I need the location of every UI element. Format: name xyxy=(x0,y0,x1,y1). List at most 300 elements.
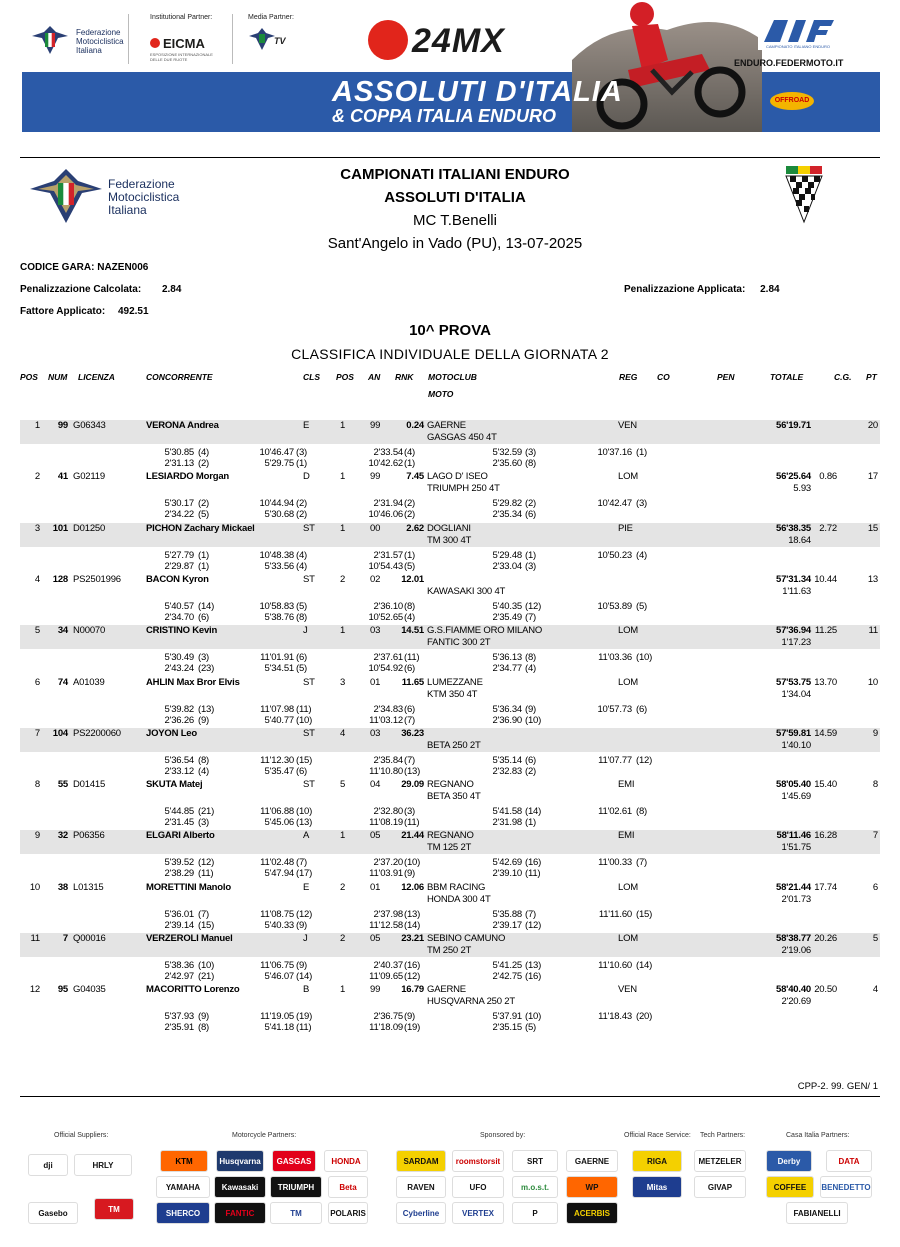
cell-cls: ST xyxy=(303,522,315,534)
cell-motoclub: LAGO D' ISEO xyxy=(427,471,488,483)
cell-pt: 13 xyxy=(867,573,878,585)
cell-cls: J xyxy=(303,625,308,637)
split-time: 10'52.65 xyxy=(368,611,403,623)
sponsor-logo: Beta xyxy=(328,1176,368,1198)
split-time: 2'40.37 xyxy=(373,960,403,971)
cell-reg: LOM xyxy=(618,625,638,637)
sponsor-logo: Husqvarna xyxy=(216,1150,264,1172)
split-rank: (3) xyxy=(525,560,537,572)
cell-moto: TM 125 2T xyxy=(427,842,472,854)
prova-title: 10^ PROVA xyxy=(409,322,491,339)
col-an: AN xyxy=(368,372,381,382)
split-rank: (15) xyxy=(636,908,653,920)
col-licenza: LICENZA xyxy=(78,372,115,382)
sponsor-logo: FABIANELLI xyxy=(786,1202,848,1224)
split-time: 5'35.47 xyxy=(264,765,294,777)
cell-moto: BETA 250 2T xyxy=(427,739,481,751)
split-rank: (7) xyxy=(525,908,537,920)
split-time: 2'43.24 xyxy=(164,663,194,675)
cell-licenza: G04035 xyxy=(73,984,106,996)
cell-rnk: 11.65 xyxy=(401,676,424,688)
cell-cg: 17.74 xyxy=(814,881,837,893)
cell-rnk: 12.06 xyxy=(401,881,424,893)
sponsor-logo: WP xyxy=(566,1176,618,1198)
split-rank: (11) xyxy=(404,652,420,664)
cell-moto: HUSQVARNA 250 2T xyxy=(427,996,515,1008)
cell-cls: ST xyxy=(303,779,315,791)
split-rank: (9) xyxy=(525,703,537,715)
split-time: 10'54.92 xyxy=(368,663,403,675)
split-rank: (5) xyxy=(296,663,308,675)
cell-an: 00 xyxy=(370,522,381,534)
split-rank: (7) xyxy=(198,908,210,920)
split-rank: (4) xyxy=(296,549,308,561)
caption-official-suppliers: Official Suppliers: xyxy=(54,1132,109,1139)
cell-licenza: N00070 xyxy=(73,625,106,637)
split-rank: (19) xyxy=(404,1022,421,1034)
split-time: 5'27.79 xyxy=(164,549,194,561)
fmi-small-line: Federazione xyxy=(76,28,121,37)
split-rank: (8) xyxy=(525,458,537,469)
split-time: 5'40.77 xyxy=(264,714,294,726)
sponsor-logo: KTM xyxy=(160,1150,208,1172)
cell-totale: 58'21.44 xyxy=(776,881,811,893)
cell-concorrente: PICHON Zachary Mickael xyxy=(146,522,255,534)
cell-motoclub: REGNANO xyxy=(427,779,474,791)
cell-reg: EMI xyxy=(618,830,635,842)
split-rank: (4) xyxy=(525,663,537,675)
split-time: 11'07.98 xyxy=(260,703,294,715)
split-time: 2'35.84 xyxy=(373,754,403,766)
split-time: 2'29.87 xyxy=(164,560,194,572)
pen-calc-label: Penalizzazione Calcolata: xyxy=(20,284,142,295)
cell-pos: 6 xyxy=(34,676,40,688)
split-rank: (2) xyxy=(525,765,537,777)
split-time: 11'03.91 xyxy=(369,868,403,880)
split-time: 5'34.51 xyxy=(264,663,294,675)
cell-an: 99 xyxy=(370,420,381,431)
split-rank: (2) xyxy=(198,458,210,469)
split-rank: (14) xyxy=(525,806,542,818)
cell-totale: 57'53.75 xyxy=(776,676,811,688)
cell-num: 32 xyxy=(57,830,68,842)
split-rank: (1) xyxy=(636,447,648,458)
cell-moto: FANTIC 300 2T xyxy=(427,637,491,649)
cell-licenza: A01039 xyxy=(73,676,105,688)
split-rank: (21) xyxy=(198,971,215,982)
split-rank: (1) xyxy=(296,458,308,469)
cell-distacco: 18.64 xyxy=(788,534,811,546)
split-time: 2'37.20 xyxy=(373,857,403,869)
cell-pos: 9 xyxy=(34,830,40,842)
cell-motoclub: BBM RACING xyxy=(427,881,486,893)
split-time: 2'35.91 xyxy=(164,1022,194,1034)
split-time: 11'12.58 xyxy=(369,919,403,931)
sponsor-logo: POLARIS xyxy=(328,1202,368,1224)
sponsor-logo: dji xyxy=(28,1154,68,1176)
split-time: 2'31.57 xyxy=(373,549,403,561)
split-time: 5'36.13 xyxy=(492,652,522,664)
cell-motoclub: GAERNE xyxy=(427,984,466,996)
split-rank: (8) xyxy=(404,600,416,612)
divider xyxy=(232,14,233,64)
split-time: 5'35.14 xyxy=(492,754,522,766)
split-rank: (3) xyxy=(404,806,416,818)
split-time: 5'39.82 xyxy=(164,703,194,715)
split-time: 2'39.17 xyxy=(492,919,522,931)
split-time: 5'47.94 xyxy=(264,868,294,880)
sponsor-logo: SHERCO xyxy=(156,1202,210,1224)
cell-num: 41 xyxy=(57,471,68,483)
cell-cls: J xyxy=(303,933,308,944)
split-time: 5'41.25 xyxy=(492,960,522,971)
split-rank: (11) xyxy=(296,703,312,715)
cell-concorrente: ELGARI Alberto xyxy=(146,830,215,842)
cell-pt: 15 xyxy=(867,522,878,534)
split-rank: (14) xyxy=(404,919,421,931)
pen-appl-value: 2.84 xyxy=(760,284,780,295)
sponsor-logo: Kawasaki xyxy=(214,1176,266,1198)
split-time: 2'42.75 xyxy=(492,971,522,982)
cell-concorrente: VERZEROLI Manuel xyxy=(146,933,233,944)
split-time: 10'37.16 xyxy=(597,447,632,458)
cell-rnk: 29.09 xyxy=(401,779,424,791)
cell-totale: 57'31.34 xyxy=(776,573,811,585)
cell-pos-class: 4 xyxy=(340,727,346,739)
header-rule xyxy=(20,157,880,158)
brand-logo xyxy=(368,18,536,62)
cell-pos-class: 3 xyxy=(340,676,346,688)
sponsor-logo: P xyxy=(512,1202,558,1224)
sponsor-logo: TM xyxy=(94,1198,134,1220)
split-time: 2'33.04 xyxy=(492,560,522,572)
cell-cls: A xyxy=(303,830,310,842)
footer-rule xyxy=(20,1096,880,1097)
sponsor-logo: UFO xyxy=(452,1176,504,1198)
split-time: 2'36.26 xyxy=(164,714,194,726)
split-time: 2'42.97 xyxy=(164,971,194,982)
cell-pos-class: 2 xyxy=(340,933,346,944)
split-rank: (8) xyxy=(525,652,537,664)
split-time: 10'54.43 xyxy=(368,560,403,572)
cell-pt: 6 xyxy=(872,881,878,893)
cell-licenza: L01315 xyxy=(73,881,104,893)
cell-an: 05 xyxy=(370,830,381,842)
cell-pos-class: 1 xyxy=(340,830,346,842)
col-cg: C.G. xyxy=(834,372,852,382)
split-time: 5'33.56 xyxy=(264,560,294,572)
sponsor-logo: SRT xyxy=(512,1150,558,1172)
split-rank: (8) xyxy=(636,806,648,818)
cell-pos-class: 1 xyxy=(340,420,346,431)
cell-rnk: 23.21 xyxy=(401,933,424,944)
cell-licenza: PS2501996 xyxy=(73,573,121,585)
brand-mask-icon xyxy=(368,20,408,60)
cell-reg: VEN xyxy=(618,420,637,431)
cell-licenza: G02119 xyxy=(73,471,105,483)
cell-cg: 13.70 xyxy=(814,676,837,688)
split-time: 5'29.82 xyxy=(492,498,522,510)
split-time: 11'08.19 xyxy=(369,817,403,829)
sponsor-logo: GIVAP xyxy=(694,1176,746,1198)
cell-pos: 2 xyxy=(34,471,40,483)
sponsor-logo: Gasebo xyxy=(28,1202,78,1224)
split-rank: (11) xyxy=(296,1022,312,1034)
split-rank: (17) xyxy=(296,868,313,880)
cell-cg: 10.44 xyxy=(814,573,837,585)
col-reg: REG xyxy=(619,372,638,382)
sponsors-area xyxy=(20,1132,880,1232)
cell-totale: 58'40.40 xyxy=(776,984,811,996)
cell-an: 05 xyxy=(370,933,381,944)
split-rank: (2) xyxy=(404,498,416,510)
cell-distacco: 5.93 xyxy=(793,483,811,495)
eicma-logo-text: EICMA xyxy=(163,36,205,51)
codice-label: CODICE GARA: xyxy=(20,262,95,273)
cell-pos-class: 1 xyxy=(340,984,346,996)
cell-motoclub: DOGLIANI xyxy=(427,522,471,534)
split-rank: (16) xyxy=(525,857,542,869)
sponsor-logo: Cyberline xyxy=(396,1202,446,1224)
split-rank: (19) xyxy=(296,1011,313,1023)
cell-distacco: 1'17.23 xyxy=(781,637,811,649)
cell-an: 01 xyxy=(370,881,381,893)
split-time: 11'01.91 xyxy=(260,652,294,664)
split-time: 10'46.47 xyxy=(259,447,294,458)
split-rank: (6) xyxy=(636,703,648,715)
cell-pos: 8 xyxy=(34,779,40,791)
sponsor-logo: m.o.s.t. xyxy=(512,1176,558,1198)
split-rank: (3) xyxy=(198,652,210,664)
cell-cls: D xyxy=(303,471,310,483)
split-time: 11'06.88 xyxy=(260,806,294,818)
cell-num: 101 xyxy=(52,522,68,534)
split-rank: (1) xyxy=(404,458,416,469)
cell-totale: 56'25.64 xyxy=(776,471,811,483)
split-time: 11'03.12 xyxy=(369,714,403,726)
cell-rnk: 0.24 xyxy=(406,420,424,431)
cell-moto: BETA 350 4T xyxy=(427,791,481,803)
split-time: 10'53.89 xyxy=(597,600,632,612)
sponsor-logo: GASGAS xyxy=(272,1150,316,1172)
cell-reg: LOM xyxy=(618,471,638,483)
split-rank: (13) xyxy=(198,703,215,715)
cell-cg: 0.86 xyxy=(819,471,837,483)
sponsor-logo: METZELER xyxy=(694,1150,746,1172)
col-concorrente: CONCORRENTE xyxy=(146,372,213,382)
split-time: 2'32.80 xyxy=(373,806,403,818)
split-time: 2'32.83 xyxy=(492,765,522,777)
fmi-line: Italiana xyxy=(108,203,147,217)
fattore-applicato xyxy=(20,306,149,317)
split-time: 5'37.91 xyxy=(492,1011,522,1023)
split-rank: (10) xyxy=(636,652,653,664)
fmi-small-text xyxy=(76,28,124,55)
split-time: 5'42.69 xyxy=(492,857,522,869)
split-rank: (5) xyxy=(636,600,648,612)
cell-pos: 10 xyxy=(29,881,40,893)
cell-pt: 10 xyxy=(867,676,878,688)
split-rank: (7) xyxy=(525,611,537,623)
split-time: 11'18.09 xyxy=(369,1022,403,1034)
split-time: 10'57.73 xyxy=(597,703,632,715)
split-rank: (12) xyxy=(198,857,215,869)
cell-distacco: 1'11.63 xyxy=(782,585,811,597)
cell-distacco: 1'40.10 xyxy=(781,739,811,751)
col-pos-class: POS xyxy=(336,372,354,382)
fattore-label: Fattore Applicato: xyxy=(20,306,106,317)
col-rnk: RNK xyxy=(395,372,414,382)
caption-official-race-service: Official Race Service: xyxy=(624,1132,691,1139)
cell-concorrente: LESIARDO Morgan xyxy=(146,471,230,483)
header-line-1: CAMPIONATI ITALIANI ENDURO xyxy=(340,166,570,183)
split-time: 10'50.23 xyxy=(597,549,632,561)
fic-emblem-icon xyxy=(782,164,826,224)
split-time: 11'00.33 xyxy=(598,857,632,869)
cell-pt: 4 xyxy=(872,984,878,996)
split-rank: (6) xyxy=(525,754,537,766)
fmi-small-line: Motociclistica xyxy=(76,37,124,46)
cell-licenza: D01415 xyxy=(73,779,106,791)
banner-subtitle: & COPPA ITALIA ENDURO xyxy=(332,106,556,126)
split-time: 11'11.60 xyxy=(598,908,632,920)
split-time: 5'30.85 xyxy=(164,447,194,458)
cell-cg: 14.59 xyxy=(814,727,837,739)
sponsor-logo: HRLY xyxy=(74,1154,132,1176)
split-time: 2'34.22 xyxy=(164,509,194,521)
institutional-caption: Institutional Partner: xyxy=(150,14,213,21)
split-rank: (8) xyxy=(198,1022,210,1034)
split-time: 11'09.65 xyxy=(369,971,403,982)
cell-num: 7 xyxy=(62,933,68,944)
split-time: 10'48.38 xyxy=(259,549,294,561)
split-time: 5'38.36 xyxy=(164,960,194,971)
split-rank: (11) xyxy=(198,868,214,880)
split-rank: (1) xyxy=(198,549,210,561)
split-rank: (1) xyxy=(404,549,416,561)
cell-totale: 56'38.35 xyxy=(776,522,811,534)
cell-distacco: 1'45.69 xyxy=(781,791,811,803)
cell-pt: 17 xyxy=(867,471,878,483)
classifica-title: CLASSIFICA INDIVIDUALE DELLA GIORNATA 2 xyxy=(291,346,609,362)
split-time: 11'10.80 xyxy=(369,765,403,777)
pen-appl-label: Penalizzazione Applicata: xyxy=(624,284,746,295)
cell-concorrente: CRISTINO Kevin xyxy=(146,625,218,637)
sponsor-logo: GAERNE xyxy=(566,1150,618,1172)
cell-num: 128 xyxy=(52,573,68,585)
col-cls: CLS xyxy=(303,372,320,382)
cell-licenza: D01250 xyxy=(73,522,106,534)
split-time: 2'36.10 xyxy=(373,600,403,612)
split-rank: (3) xyxy=(636,498,648,510)
sponsor-logo: BENEDETTO xyxy=(820,1176,872,1198)
sponsor-logo: roomstorsit xyxy=(452,1150,504,1172)
split-time: 10'42.47 xyxy=(597,498,632,510)
split-rank: (9) xyxy=(296,960,308,971)
split-rank: (4) xyxy=(296,560,308,572)
split-time: 11'07.77 xyxy=(598,754,632,766)
split-rank: (13) xyxy=(296,817,313,829)
split-rank: (2) xyxy=(525,498,537,510)
header-line-4: Sant'Angelo in Vado (PU), 13-07-2025 xyxy=(327,235,583,252)
split-rank: (10) xyxy=(296,806,313,818)
split-rank: (8) xyxy=(296,611,308,623)
split-time: 5'41.58 xyxy=(492,806,522,818)
sponsor-logo: YAMAHA xyxy=(156,1176,210,1198)
sponsor-logo: VERTEX xyxy=(452,1202,504,1224)
col-motoclub: MOTOCLUB xyxy=(428,372,477,382)
col-moto: MOTO xyxy=(428,389,454,399)
fmi-small-line: Italiana xyxy=(76,46,102,55)
split-rank: (3) xyxy=(198,817,210,829)
col-co: CO xyxy=(657,372,670,382)
cell-licenza: P06356 xyxy=(73,830,105,842)
split-rank: (23) xyxy=(198,663,215,675)
split-rank: (2) xyxy=(296,498,308,510)
split-time: 5'37.93 xyxy=(164,1011,194,1023)
cie-logo-icon xyxy=(758,18,838,50)
split-time: 2'31.98 xyxy=(492,817,522,829)
split-time: 2'34.70 xyxy=(164,611,194,623)
split-time: 11'06.75 xyxy=(260,960,294,971)
codice-gara xyxy=(20,262,148,273)
split-time: 2'38.29 xyxy=(164,868,194,880)
cell-motoclub: LUMEZZANE xyxy=(427,676,483,688)
header-line-3: MC T.Benelli xyxy=(413,212,497,229)
cell-reg: EMI xyxy=(618,779,635,791)
cell-concorrente: SKUTA Matej xyxy=(146,779,203,791)
cell-moto: TRIUMPH 250 4T xyxy=(427,483,500,495)
cell-moto: KAWASAKI 300 4T xyxy=(427,585,506,597)
cell-cls: ST xyxy=(303,727,315,739)
split-rank: (16) xyxy=(525,971,542,982)
split-rank: (6) xyxy=(404,663,416,675)
col-pos: POS xyxy=(20,372,38,382)
split-time: 5'44.85 xyxy=(164,806,194,818)
split-time: 5'35.88 xyxy=(492,908,522,920)
cell-pt: 5 xyxy=(872,933,878,944)
banner-url[interactable]: ENDURO.FEDERMOTO.IT xyxy=(734,58,844,68)
sponsor-logo: HONDA xyxy=(324,1150,368,1172)
cell-totale: 57'36.94 xyxy=(776,625,811,637)
split-time: 5'40.33 xyxy=(264,919,294,931)
cell-num: 74 xyxy=(57,676,68,688)
cell-pos-class: 2 xyxy=(340,573,346,585)
split-time: 5'29.48 xyxy=(492,549,522,561)
cell-cg: 16.28 xyxy=(814,830,837,842)
cell-licenza: G06343 xyxy=(73,420,106,431)
cell-licenza: PS2200060 xyxy=(73,727,121,739)
fmi-line: Motociclistica xyxy=(108,190,180,204)
split-rank: (9) xyxy=(198,1011,210,1023)
split-time: 11'03.36 xyxy=(598,652,632,664)
cell-an: 03 xyxy=(370,625,381,637)
split-time: 5'32.59 xyxy=(492,447,522,458)
split-time: 10'46.06 xyxy=(368,509,403,521)
cell-reg: VEN xyxy=(618,984,637,996)
split-rank: (3) xyxy=(525,447,537,458)
banner-title: ASSOLUTI D'ITALIA xyxy=(332,76,623,108)
media-caption: Media Partner: xyxy=(248,14,294,21)
col-pt: PT xyxy=(866,372,877,382)
cell-moto: TM 250 2T xyxy=(427,945,472,956)
cell-moto: KTM 350 4T xyxy=(427,688,478,700)
sponsor-logo: ACERBIS xyxy=(566,1202,618,1224)
split-time: 10'58.83 xyxy=(259,600,294,612)
split-time: 5'41.18 xyxy=(264,1022,294,1034)
split-time: 11'02.48 xyxy=(260,857,294,869)
cell-motoclub: G.S.FIAMME ORO MILANO xyxy=(427,625,543,637)
